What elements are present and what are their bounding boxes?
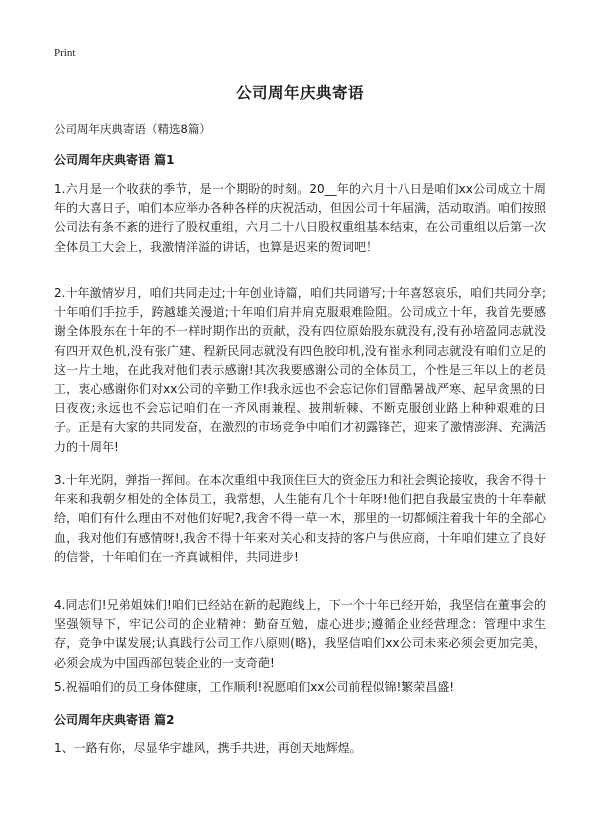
document-subtitle: 公司周年庆典寄语（精选8篇）	[54, 122, 211, 136]
paragraph-2-1: 1、一路有你，尽显华宇雄风，携手共进，再创天地辉煌。	[54, 741, 362, 755]
paragraph-1-1: 1.六月是一个收获的季节，是一个期盼的时刻。20__年的六月十八日是咱们xx公司成立十周年的大喜日子，咱们本应举办各种各样的庆祝活动，但因公司十年届满，活动取消。咱们按照公司法有条不紊的进行了股权重组，六月二十八日股权重组基本结束，在公司重组以后第一次全体员工大会上，我激情洋溢的讲话，也算是迟来的贺词吧！	[54, 182, 547, 254]
paragraph-1-4: 4.同志们!兄弟姐妹们!咱们已经站在新的起跑线上，下一个十年已经开始，我坚信在董事会的坚强领导下，牢记公司的企业精神：勤奋互勉，虚心进步;遵循企业经营理念：管理中求生存，竞争中谋发展;认真践行公司工作八原则(略)，我坚信咱们xx公司未来必须会更加完美，必须会成为中国西部包装企业的一支奇葩!	[54, 598, 546, 670]
section-heading-1: 公司周年庆典寄语 篇1	[54, 153, 175, 167]
paragraph-1-5: 5.祝福咱们的员工身体健康，工作顺利!祝愿咱们xx公司前程似锦!繁荣昌盛!	[54, 680, 455, 694]
page-title: 公司周年庆典寄语	[235, 84, 364, 102]
paragraph-1-2: 2.十年激情岁月，咱们共同走过;十年创业诗篇，咱们共同谱写;十年喜怒哀乐，咱们共同分享;十年咱们手拉手，跨越雄关漫道;十年咱们肩并肩克服艰难险阻。公司成立十年，我首先要感谢全体股东在十年的不一样时期作出的贡献，没有四位原始股东就没有,没有孙培盈同志就没有四开双色机,没有张广建、程新民同志就没有四色胶印机,没有崔永利同志就没有咱们立足的这一片土地，在此我对他们表示感谢!其次我要感谢公司的全体员工，个性是三年以上的老员工，衷心感谢你们对xx公司的辛勤工作!我永远也不会忘记你们冒酷暑战严寒、起早贪黑的日日夜夜;永远也不会忘记咱们在一齐风雨兼程、披荆斩棘、不断克服创业路上种种艰难的日子。正是有大家的共同发奋，在激烈的市场竞争中咱们才初露锋芒，迎来了激情澎湃、充满活力的十周年!	[54, 286, 547, 454]
print-link[interactable]: Print	[54, 47, 76, 59]
paragraph-1-3: 3.十年光阴，弹指一挥间。在本次重组中我顶住巨大的资金压力和社会舆论接收，我舍不得十年来和我朝夕相处的全体员工，我常想，人生能有几个十年呀!他们把自我最宝贵的十年奉献给，咱们有什么理由不对他们好呢?,我舍不得一草一木，那里的一切都倾注着我十年的全部心血，我对他们有感情呀!,我舍不得十年来对关心和支持的客户与供应商，十年咱们建立了良好的信誉，十年咱们在一齐真诚相伴，共同进步!	[54, 473, 546, 564]
section-heading-2: 公司周年庆典寄语 篇2	[54, 713, 175, 727]
